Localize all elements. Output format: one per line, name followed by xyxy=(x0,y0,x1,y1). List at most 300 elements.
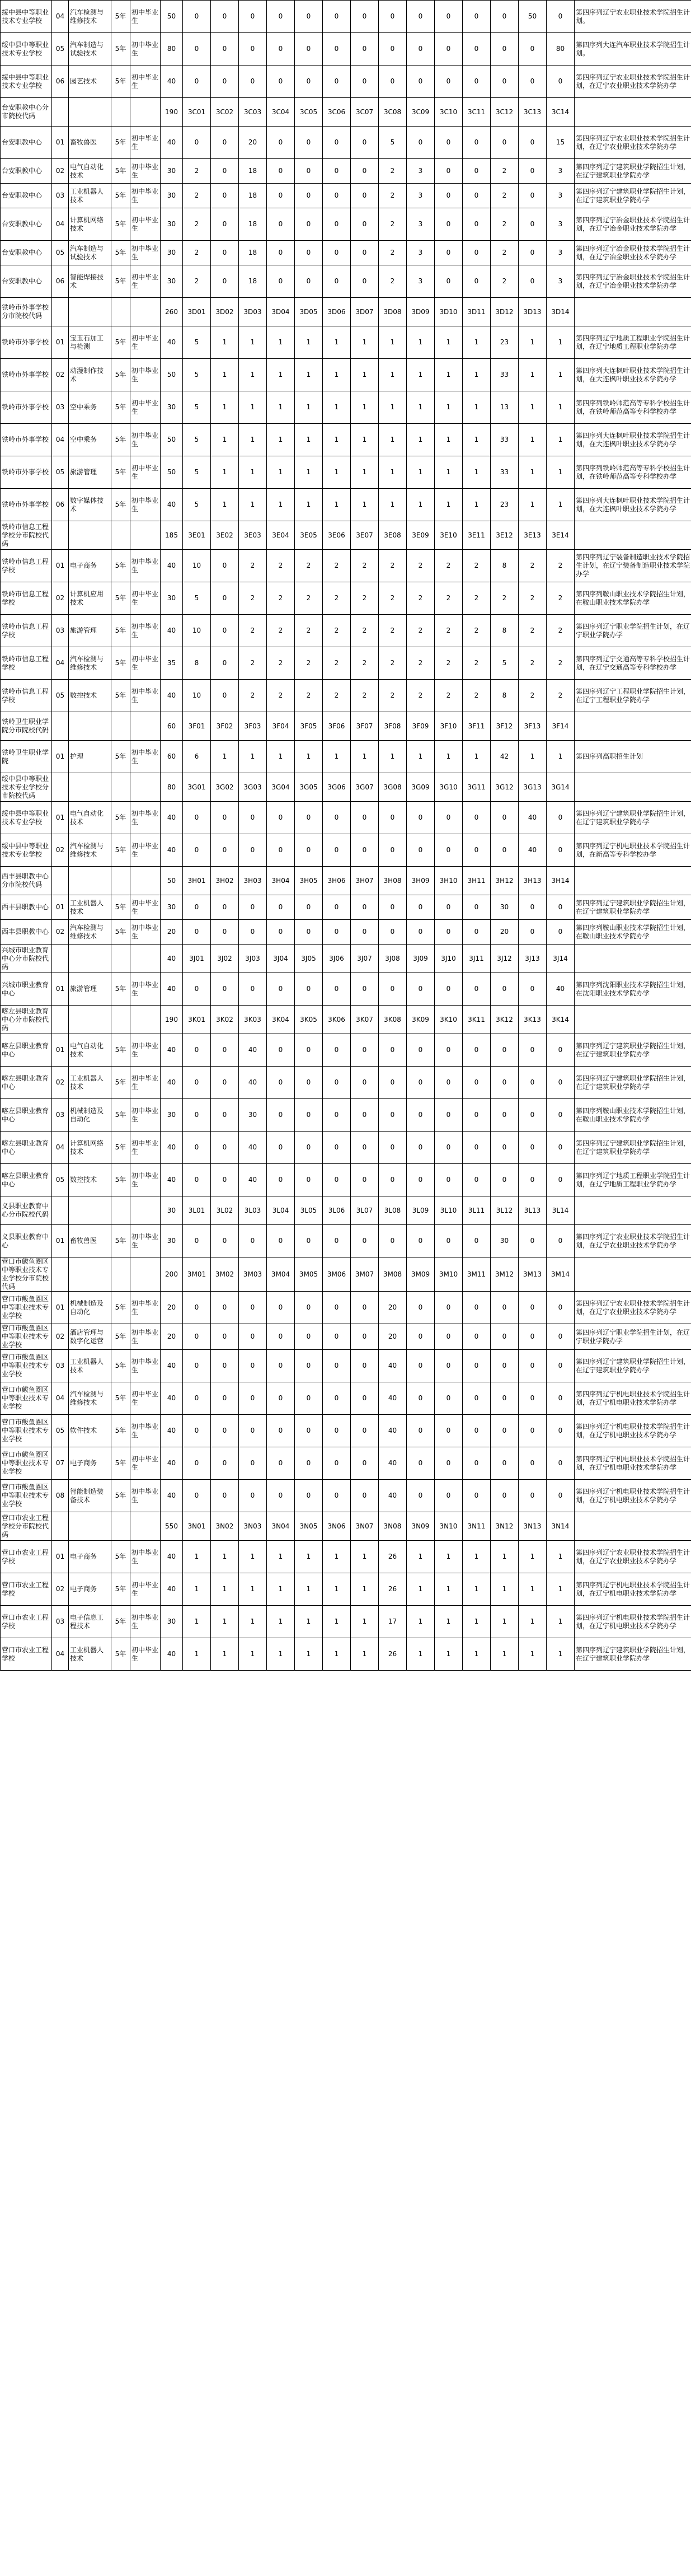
quota-cell: 0 xyxy=(211,241,239,265)
plan-total-cell: 40 xyxy=(161,1415,183,1447)
quota-cell: 1 xyxy=(295,1573,323,1606)
years-cell: 5年 xyxy=(111,802,130,834)
quota-cell: 0 xyxy=(267,127,295,159)
quota-cell: 0 xyxy=(463,1480,491,1512)
quota-cell: 1 xyxy=(547,391,575,424)
plan-total-cell: 190 xyxy=(161,98,183,127)
quota-cell: 0 xyxy=(211,1225,239,1257)
table-row xyxy=(1,1480,691,1512)
quota-cell: 0 xyxy=(211,1034,239,1067)
quota-cell: 0 xyxy=(239,1350,267,1382)
quota-cell: 0 xyxy=(379,1132,407,1164)
source-cell xyxy=(130,773,161,802)
quota-cell: 2 xyxy=(379,208,407,241)
source-cell: 初中毕业生 xyxy=(130,802,161,834)
quota-cell: 2 xyxy=(407,680,435,712)
institution-code-cell: 3J10 xyxy=(435,945,463,973)
major-cell: 电气自动化技术 xyxy=(69,802,111,834)
quota-cell: 0 xyxy=(183,1447,211,1480)
note-cell: 第四序列辽宁装备制造职业技术学院招生计划，在辽宁装备制造职业技术学院办学 xyxy=(575,550,691,582)
major-cell: 畜牧兽医 xyxy=(69,127,111,159)
years-cell xyxy=(111,98,130,127)
source-cell: 初中毕业生 xyxy=(130,1480,161,1512)
quota-cell: 0 xyxy=(407,127,435,159)
quota-cell: 2 xyxy=(295,550,323,582)
quota-cell: 0 xyxy=(267,66,295,98)
quota-cell: 2 xyxy=(239,550,267,582)
years-cell: 5年 xyxy=(111,1,130,33)
institution-code-cell: 3L07 xyxy=(351,1196,379,1225)
major-cell: 汽车制造与试验技术 xyxy=(69,241,111,265)
quota-cell: 40 xyxy=(239,1132,267,1164)
school-cell: 铁岭市信息工程学校分市院校代码 xyxy=(1,521,52,550)
quota-cell: 1 xyxy=(435,391,463,424)
note-cell: 第四序列辽宁建筑职业学院招生计划，在辽宁建筑职业学院办学 xyxy=(575,1034,691,1067)
quota-cell: 0 xyxy=(183,1225,211,1257)
institution-code-cell: 3C13 xyxy=(519,98,547,127)
major-no-cell: 01 xyxy=(52,802,69,834)
major-no-cell: 03 xyxy=(52,391,69,424)
institution-code-cell: 3K09 xyxy=(407,1006,435,1034)
table-row xyxy=(1,359,691,391)
quota-cell: 0 xyxy=(547,1067,575,1099)
quota-cell: 0 xyxy=(323,1447,351,1480)
source-cell: 初中毕业生 xyxy=(130,1164,161,1196)
quota-cell: 1 xyxy=(239,1573,267,1606)
quota-cell: 0 xyxy=(351,1447,379,1480)
quota-cell: 1 xyxy=(323,456,351,489)
years-cell xyxy=(111,1006,130,1034)
quota-cell: 2 xyxy=(295,582,323,615)
source-cell: 初中毕业生 xyxy=(130,1324,161,1350)
quota-cell: 0 xyxy=(435,1,463,33)
school-cell: 营口市农业工程学校 xyxy=(1,1606,52,1638)
quota-cell: 1 xyxy=(323,326,351,359)
institution-code-cell: 3F10 xyxy=(435,712,463,741)
quota-cell: 0 xyxy=(267,1067,295,1099)
institution-code-cell: 3C07 xyxy=(351,98,379,127)
major-cell: 宝玉石加工与检测 xyxy=(69,326,111,359)
major-cell: 工业机器人技术 xyxy=(69,1638,111,1671)
quota-cell: 0 xyxy=(351,834,379,867)
institution-code-cell: 3G05 xyxy=(295,773,323,802)
quota-cell: 1 xyxy=(267,326,295,359)
institution-code-cell: 3K13 xyxy=(519,1006,547,1034)
quota-cell: 0 xyxy=(351,1415,379,1447)
quota-cell: 1 xyxy=(267,1541,295,1573)
plan-total-cell: 30 xyxy=(161,241,183,265)
quota-cell: 0 xyxy=(407,834,435,867)
note-cell xyxy=(575,1512,691,1541)
quota-cell: 18 xyxy=(239,241,267,265)
quota-cell: 1 xyxy=(211,391,239,424)
quota-cell: 0 xyxy=(379,1099,407,1132)
institution-code-cell: 3G07 xyxy=(351,773,379,802)
years-cell xyxy=(111,521,130,550)
quota-cell: 0 xyxy=(183,66,211,98)
quota-cell: 0 xyxy=(351,802,379,834)
major-no-cell: 04 xyxy=(52,1382,69,1415)
years-cell: 5年 xyxy=(111,326,130,359)
quota-cell: 1 xyxy=(295,424,323,456)
quota-cell: 2 xyxy=(379,159,407,184)
quota-cell: 0 xyxy=(435,159,463,184)
institution-code-cell: 3J07 xyxy=(351,945,379,973)
quota-cell: 40 xyxy=(519,802,547,834)
quota-cell: 0 xyxy=(435,127,463,159)
quota-cell: 0 xyxy=(491,1067,519,1099)
major-no-cell xyxy=(52,98,69,127)
plan-total-cell: 80 xyxy=(161,33,183,66)
note-cell: 第四序列辽宁机电职业技术学院招生计划，在辽宁机电职业技术学院办学 xyxy=(575,1573,691,1606)
quota-cell: 0 xyxy=(211,1350,239,1382)
quota-cell: 0 xyxy=(211,582,239,615)
school-cell: 营口市鲅鱼圈区中等职业技术专业学校 xyxy=(1,1292,52,1324)
major-no-cell: 03 xyxy=(52,1350,69,1382)
quota-cell: 0 xyxy=(463,127,491,159)
quota-cell: 1 xyxy=(267,1606,295,1638)
table-row xyxy=(1,582,691,615)
note-cell: 第四序列辽宁地质工程职业学院招生计划，在辽宁地质工程职业学院办学 xyxy=(575,326,691,359)
quota-cell: 0 xyxy=(407,1350,435,1382)
quota-cell: 0 xyxy=(519,1034,547,1067)
institution-code-cell: 3H13 xyxy=(519,867,547,895)
quota-cell: 1 xyxy=(323,741,351,773)
quota-cell: 0 xyxy=(491,1480,519,1512)
quota-cell: 30 xyxy=(239,1099,267,1132)
quota-cell: 1 xyxy=(519,456,547,489)
quota-cell: 0 xyxy=(351,895,379,920)
institution-code-cell: 3N10 xyxy=(435,1512,463,1541)
institution-code-cell: 3E08 xyxy=(379,521,407,550)
institution-code-cell: 3E01 xyxy=(183,521,211,550)
quota-cell: 1 xyxy=(547,359,575,391)
quota-cell: 1 xyxy=(491,1638,519,1671)
code-row xyxy=(1,945,691,973)
note-cell: 第四序列鞍山职业技术学院招生计划，在鞍山职业技术学院办学 xyxy=(575,1099,691,1132)
quota-cell: 0 xyxy=(239,834,267,867)
quota-cell: 0 xyxy=(547,1324,575,1350)
table-row xyxy=(1,1447,691,1480)
years-cell xyxy=(111,712,130,741)
major-no-cell xyxy=(52,298,69,326)
quota-cell: 1 xyxy=(323,1573,351,1606)
major-cell: 汽车检测与维修技术 xyxy=(69,834,111,867)
quota-cell: 0 xyxy=(323,1164,351,1196)
major-cell: 电子商务 xyxy=(69,1447,111,1480)
quota-cell: 3 xyxy=(407,159,435,184)
years-cell: 5年 xyxy=(111,1099,130,1132)
quota-cell: 1 xyxy=(407,359,435,391)
code-row xyxy=(1,773,691,802)
table-row xyxy=(1,1292,691,1324)
quota-cell: 10 xyxy=(183,550,211,582)
major-cell xyxy=(69,1512,111,1541)
quota-cell: 1 xyxy=(211,1541,239,1573)
school-cell: 铁岭市外事学校 xyxy=(1,456,52,489)
quota-cell: 5 xyxy=(183,359,211,391)
quota-cell: 0 xyxy=(239,1,267,33)
table-row xyxy=(1,1573,691,1606)
table-row xyxy=(1,241,691,265)
quota-cell: 0 xyxy=(295,66,323,98)
note-cell: 第四序列辽宁农业职业技术学院招生计划，在辽宁农业职业技术学院办学 xyxy=(575,66,691,98)
quota-cell: 0 xyxy=(295,920,323,945)
quota-cell: 2 xyxy=(407,582,435,615)
years-cell: 5年 xyxy=(111,1447,130,1480)
institution-code-cell: 3M09 xyxy=(407,1257,435,1292)
years-cell: 5年 xyxy=(111,1350,130,1382)
institution-code-cell: 3L04 xyxy=(267,1196,295,1225)
quota-cell: 2 xyxy=(463,647,491,680)
quota-cell: 2 xyxy=(267,647,295,680)
quota-cell: 0 xyxy=(295,1480,323,1512)
quota-cell: 1 xyxy=(239,1638,267,1671)
institution-code-cell: 3L01 xyxy=(183,1196,211,1225)
school-cell: 营口市鲅鱼圈区中等职业技术专业学校 xyxy=(1,1447,52,1480)
quota-cell: 1 xyxy=(267,489,295,521)
plan-total-cell: 30 xyxy=(161,391,183,424)
institution-code-cell: 3M11 xyxy=(463,1257,491,1292)
major-cell: 动漫制作技术 xyxy=(69,359,111,391)
quota-cell: 0 xyxy=(323,127,351,159)
quota-cell: 1 xyxy=(351,326,379,359)
quota-cell: 0 xyxy=(407,1447,435,1480)
years-cell xyxy=(111,773,130,802)
quota-cell: 0 xyxy=(519,920,547,945)
major-no-cell: 05 xyxy=(52,680,69,712)
quota-cell: 0 xyxy=(463,920,491,945)
institution-code-cell: 3L09 xyxy=(407,1196,435,1225)
quota-cell: 0 xyxy=(547,1164,575,1196)
quota-cell: 0 xyxy=(379,66,407,98)
institution-code-cell: 3E04 xyxy=(267,521,295,550)
plan-total-cell: 40 xyxy=(161,1350,183,1382)
quota-cell: 2 xyxy=(435,550,463,582)
quota-cell: 0 xyxy=(211,184,239,208)
quota-cell: 0 xyxy=(211,834,239,867)
quota-cell: 0 xyxy=(267,1132,295,1164)
quota-cell: 0 xyxy=(211,1067,239,1099)
major-cell: 数字媒体技术 xyxy=(69,489,111,521)
quota-cell: 0 xyxy=(211,159,239,184)
source-cell: 初中毕业生 xyxy=(130,1638,161,1671)
quota-cell: 0 xyxy=(295,802,323,834)
quota-cell: 1 xyxy=(407,741,435,773)
quota-cell: 2 xyxy=(351,582,379,615)
institution-code-cell: 3J02 xyxy=(211,945,239,973)
plan-total-cell: 40 xyxy=(161,834,183,867)
quota-cell: 2 xyxy=(435,582,463,615)
quota-cell: 0 xyxy=(379,1,407,33)
institution-code-cell: 3H03 xyxy=(239,867,267,895)
source-cell: 初中毕业生 xyxy=(130,489,161,521)
quota-cell: 23 xyxy=(491,489,519,521)
quota-cell: 0 xyxy=(323,1382,351,1415)
institution-code-cell: 3D02 xyxy=(211,298,239,326)
institution-code-cell: 3D13 xyxy=(519,298,547,326)
school-cell: 营口市农业工程学校 xyxy=(1,1638,52,1671)
major-cell: 护理 xyxy=(69,741,111,773)
institution-code-cell: 3C09 xyxy=(407,98,435,127)
quota-cell: 0 xyxy=(295,1132,323,1164)
major-no-cell: 02 xyxy=(52,159,69,184)
major-cell: 旅游管理 xyxy=(69,615,111,647)
institution-code-cell: 3F01 xyxy=(183,712,211,741)
quota-cell: 0 xyxy=(211,1324,239,1350)
note-cell: 第四序列辽宁交通高等专科学校招生计划，在辽宁交通高等专科学校办学 xyxy=(575,647,691,680)
quota-cell: 0 xyxy=(435,1480,463,1512)
source-cell: 初中毕业生 xyxy=(130,1099,161,1132)
major-cell: 计算机应用技术 xyxy=(69,582,111,615)
quota-cell: 1 xyxy=(351,456,379,489)
source-cell: 初中毕业生 xyxy=(130,895,161,920)
quota-cell: 0 xyxy=(323,895,351,920)
institution-code-cell: 3G06 xyxy=(323,773,351,802)
quota-cell: 0 xyxy=(519,159,547,184)
institution-code-cell: 3M10 xyxy=(435,1257,463,1292)
quota-cell: 0 xyxy=(491,1382,519,1415)
quota-cell: 0 xyxy=(295,184,323,208)
quota-cell: 2 xyxy=(407,647,435,680)
quota-cell: 0 xyxy=(463,1382,491,1415)
quota-cell: 40 xyxy=(519,834,547,867)
source-cell: 初中毕业生 xyxy=(130,1,161,33)
quota-cell: 2 xyxy=(519,550,547,582)
quota-cell: 0 xyxy=(267,802,295,834)
quota-cell: 0 xyxy=(435,1099,463,1132)
quota-cell: 0 xyxy=(211,615,239,647)
quota-cell: 0 xyxy=(519,1292,547,1324)
quota-cell: 1 xyxy=(547,326,575,359)
note-cell: 第四序列铁岭师范高等专科学校招生计划，在铁岭师范高等专科学校办学 xyxy=(575,391,691,424)
quota-cell: 0 xyxy=(435,1447,463,1480)
quota-cell: 0 xyxy=(239,895,267,920)
quota-cell: 20 xyxy=(491,920,519,945)
quota-cell: 0 xyxy=(407,920,435,945)
years-cell: 5年 xyxy=(111,920,130,945)
source-cell: 初中毕业生 xyxy=(130,647,161,680)
institution-code-cell: 3C05 xyxy=(295,98,323,127)
school-cell: 西丰县职教中心分市院校代码 xyxy=(1,867,52,895)
quota-cell: 0 xyxy=(351,1099,379,1132)
quota-cell: 0 xyxy=(295,1447,323,1480)
quota-cell: 0 xyxy=(183,973,211,1006)
major-cell: 工业机器人技术 xyxy=(69,184,111,208)
quota-cell: 0 xyxy=(323,265,351,298)
school-cell: 铁岭市信息工程学校 xyxy=(1,647,52,680)
quota-cell: 1 xyxy=(463,1638,491,1671)
note-cell xyxy=(575,867,691,895)
table-row xyxy=(1,1132,691,1164)
school-cell: 台安职教中心 xyxy=(1,127,52,159)
quota-cell: 13 xyxy=(491,391,519,424)
note-cell: 第四序列沈阳职业技术学院招生计划，在沈阳职业技术学院办学 xyxy=(575,973,691,1006)
quota-cell: 0 xyxy=(211,1099,239,1132)
quota-cell: 1 xyxy=(211,489,239,521)
quota-cell: 2 xyxy=(491,208,519,241)
quota-cell: 0 xyxy=(463,802,491,834)
quota-cell: 5 xyxy=(379,127,407,159)
school-cell: 喀左县职业教育中心 xyxy=(1,1132,52,1164)
institution-code-cell: 3N02 xyxy=(211,1512,239,1541)
quota-cell: 18 xyxy=(239,159,267,184)
major-cell xyxy=(69,945,111,973)
quota-cell: 0 xyxy=(519,1324,547,1350)
quota-cell: 3 xyxy=(407,184,435,208)
quota-cell: 0 xyxy=(435,920,463,945)
quota-cell: 1 xyxy=(323,424,351,456)
source-cell xyxy=(130,298,161,326)
years-cell: 5年 xyxy=(111,1324,130,1350)
quota-cell: 1 xyxy=(435,1573,463,1606)
institution-code-cell: 3D11 xyxy=(463,298,491,326)
major-no-cell: 02 xyxy=(52,1067,69,1099)
plan-total-cell: 35 xyxy=(161,647,183,680)
quota-cell: 1 xyxy=(379,489,407,521)
quota-cell: 3 xyxy=(547,208,575,241)
quota-cell: 0 xyxy=(519,1382,547,1415)
quota-cell: 1 xyxy=(267,741,295,773)
source-cell: 初中毕业生 xyxy=(130,1541,161,1573)
quota-cell: 0 xyxy=(547,1099,575,1132)
quota-cell: 0 xyxy=(295,265,323,298)
note-cell: 第四序列鞍山职业技术学院招生计划，在鞍山职业技术学院办学 xyxy=(575,582,691,615)
table-row xyxy=(1,127,691,159)
quota-cell: 0 xyxy=(323,1132,351,1164)
major-no-cell xyxy=(52,1006,69,1034)
quota-cell: 0 xyxy=(211,680,239,712)
quota-cell: 0 xyxy=(295,1164,323,1196)
institution-code-cell: 3L11 xyxy=(463,1196,491,1225)
quota-cell: 0 xyxy=(183,1480,211,1512)
institution-code-cell: 3N08 xyxy=(379,1512,407,1541)
quota-cell: 0 xyxy=(519,1132,547,1164)
quota-cell: 0 xyxy=(463,241,491,265)
table-row xyxy=(1,1067,691,1099)
years-cell: 5年 xyxy=(111,1132,130,1164)
quota-cell: 1 xyxy=(463,424,491,456)
quota-cell: 0 xyxy=(435,208,463,241)
quota-cell: 0 xyxy=(435,33,463,66)
quota-cell: 2 xyxy=(239,680,267,712)
institution-code-cell: 3N05 xyxy=(295,1512,323,1541)
institution-code-cell: 3C04 xyxy=(267,98,295,127)
major-cell: 汽车检测与维修技术 xyxy=(69,1382,111,1415)
plan-total-cell: 40 xyxy=(161,1447,183,1480)
quota-cell: 0 xyxy=(267,834,295,867)
table-row xyxy=(1,66,691,98)
note-cell xyxy=(575,945,691,973)
institution-code-cell: 3E05 xyxy=(295,521,323,550)
quota-cell: 0 xyxy=(379,973,407,1006)
quota-cell: 1 xyxy=(323,391,351,424)
quota-cell: 1 xyxy=(239,456,267,489)
note-cell: 第四序列辽宁建筑职业学院招生计划，在辽宁建筑职业学院办学 xyxy=(575,159,691,184)
quota-cell: 3 xyxy=(547,159,575,184)
note-cell: 第四序列大连枫叶职业技术学院招生计划，在大连枫叶职业技术学院办学 xyxy=(575,489,691,521)
institution-code-cell: 3L13 xyxy=(519,1196,547,1225)
plan-total-cell: 30 xyxy=(161,582,183,615)
quota-cell: 0 xyxy=(267,1415,295,1447)
quota-cell: 0 xyxy=(491,1099,519,1132)
note-cell: 第四序列辽宁农业职业技术学院招生计划，在辽宁农业职业技术学院办学 xyxy=(575,1225,691,1257)
quota-cell: 1 xyxy=(407,326,435,359)
plan-total-cell: 40 xyxy=(161,1067,183,1099)
major-cell: 电子信息工程技术 xyxy=(69,1606,111,1638)
quota-cell: 2 xyxy=(351,680,379,712)
quota-cell: 40 xyxy=(379,1447,407,1480)
